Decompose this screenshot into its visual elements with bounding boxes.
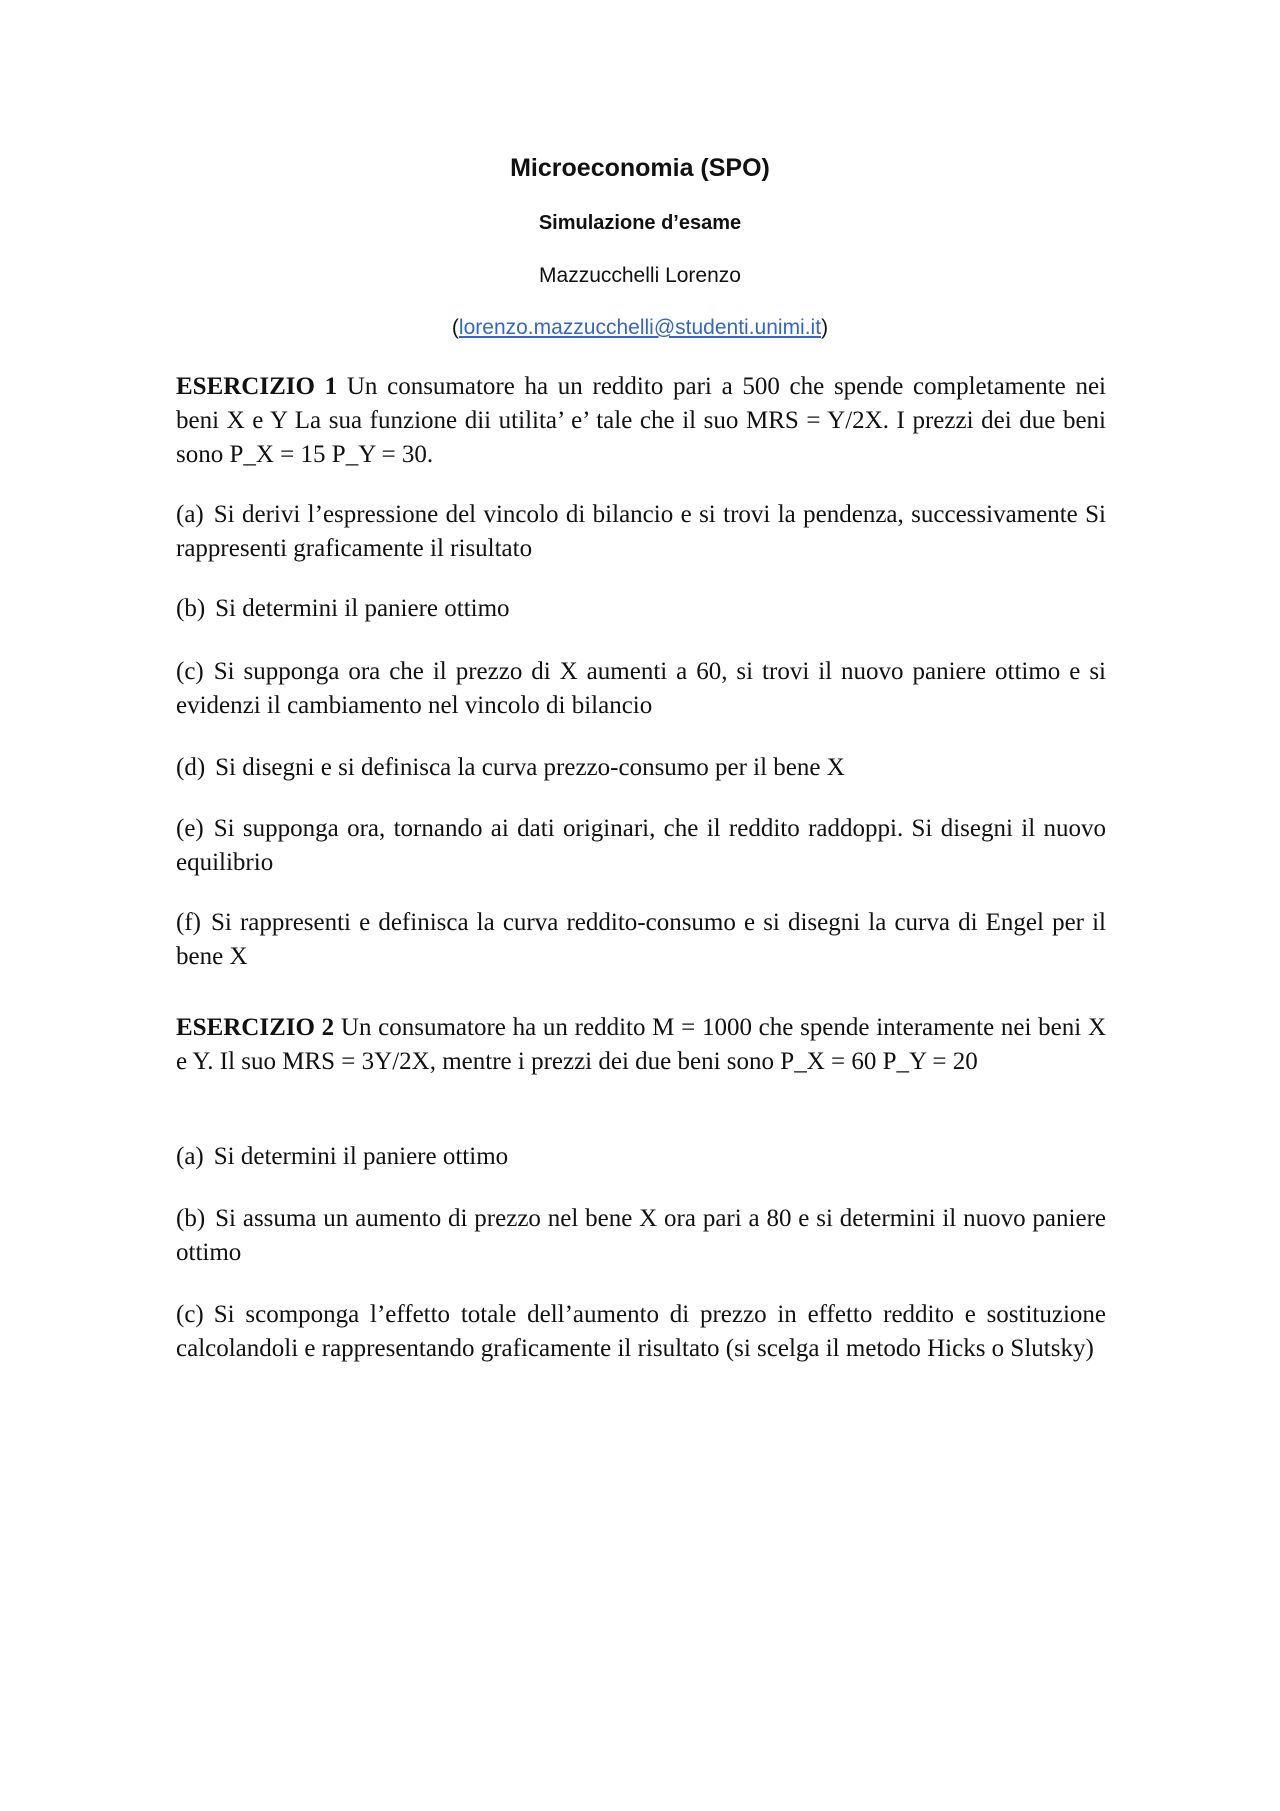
item-text: Si rappresenti e definisca la curva reddito-consumo e si disegni la curva di Engel per il bene X — [176, 909, 1106, 970]
item-label: (c) — [176, 658, 204, 685]
exercise2-heading: ESERCIZIO 2 — [176, 1014, 335, 1041]
item-label: (f) — [176, 909, 201, 936]
exercise2-item-b — [176, 1202, 1106, 1270]
item-label: (b) — [176, 1205, 206, 1232]
exercise2-intro — [176, 1011, 1106, 1079]
exercise1-item-e — [176, 812, 1106, 880]
item-label: (d) — [176, 754, 206, 781]
email-paren-open: ( — [451, 316, 459, 339]
exercise1-heading: ESERCIZIO 1 — [176, 373, 338, 400]
exercise2-intro-text: Un consumatore ha un reddito M = 1000 che spende interamente nei beni X e Y. Il suo MRS = 3Y/2X, mentre i prezzi dei due beni sono P_X = 60 P_Y = 20 — [176, 1014, 1106, 1075]
email-link[interactable]: lorenzo.mazzucchelli@studenti.unimi.it — [458, 316, 822, 339]
item-text: Si determini il paniere ottimo — [215, 595, 510, 622]
item-label: (b) — [176, 595, 206, 622]
item-label: (a) — [176, 1143, 204, 1170]
exercise1-item-f — [176, 906, 1106, 974]
email-paren-close: ) — [821, 316, 829, 339]
email-line — [0, 316, 1280, 340]
item-text: Si assuma un aumento di prezzo nel bene X ora pari a 80 e si determini il nuovo paniere ottimo — [176, 1205, 1106, 1266]
item-text: Si supponga ora, tornando ai dati originari, che il reddito raddoppi. Si disegni il nuovo equilibrio — [176, 815, 1106, 876]
exercise1-intro-text: Un consumatore ha un reddito pari a 500 che spende completamente nei beni X e Y La sua funzione dii utilita’ e’ tale che il suo MRS = Y/2X. I prezzi dei due beni sono P_X = 15 P_Y = 30. — [176, 373, 1106, 468]
exercise1-item-b — [176, 592, 1106, 626]
exercise2-item-c — [176, 1298, 1106, 1366]
document-subtitle: Simulazione d’esame — [538, 212, 742, 234]
author-name: Mazzucchelli Lorenzo — [539, 264, 741, 287]
item-text: Si derivi l’espressione del vincolo di bilancio e si trovi la pendenza, successivamente Si rappresenti graficamente il risultato — [176, 501, 1106, 562]
item-label: (c) — [176, 1301, 204, 1328]
exercise1-item-a — [176, 498, 1106, 566]
exercise1-intro — [176, 370, 1106, 472]
item-text: Si scomponga l’effetto totale dell’aumento di prezzo in effetto reddito e sostituzione calcolandoli e rappresentando graficamente il risultato (si scelga il metodo Hicks o Slutsky) — [176, 1301, 1106, 1362]
item-label: (a) — [176, 501, 204, 528]
exercise1-item-c — [176, 655, 1106, 723]
item-text: Si determini il paniere ottimo — [213, 1143, 509, 1170]
exercise1-item-d — [176, 751, 1106, 785]
document-title: Microeconomia (SPO) — [510, 154, 770, 182]
item-text: Si supponga ora che il prezzo di X aumenti a 60, si trovi il nuovo paniere ottimo e si evidenzi il cambiamento nel vincolo di bilancio — [176, 658, 1106, 719]
item-text: Si disegni e si definisca la curva prezzo-consumo per il bene X — [215, 754, 845, 781]
exercise2-item-a — [176, 1140, 1106, 1174]
item-label: (e) — [176, 815, 204, 842]
